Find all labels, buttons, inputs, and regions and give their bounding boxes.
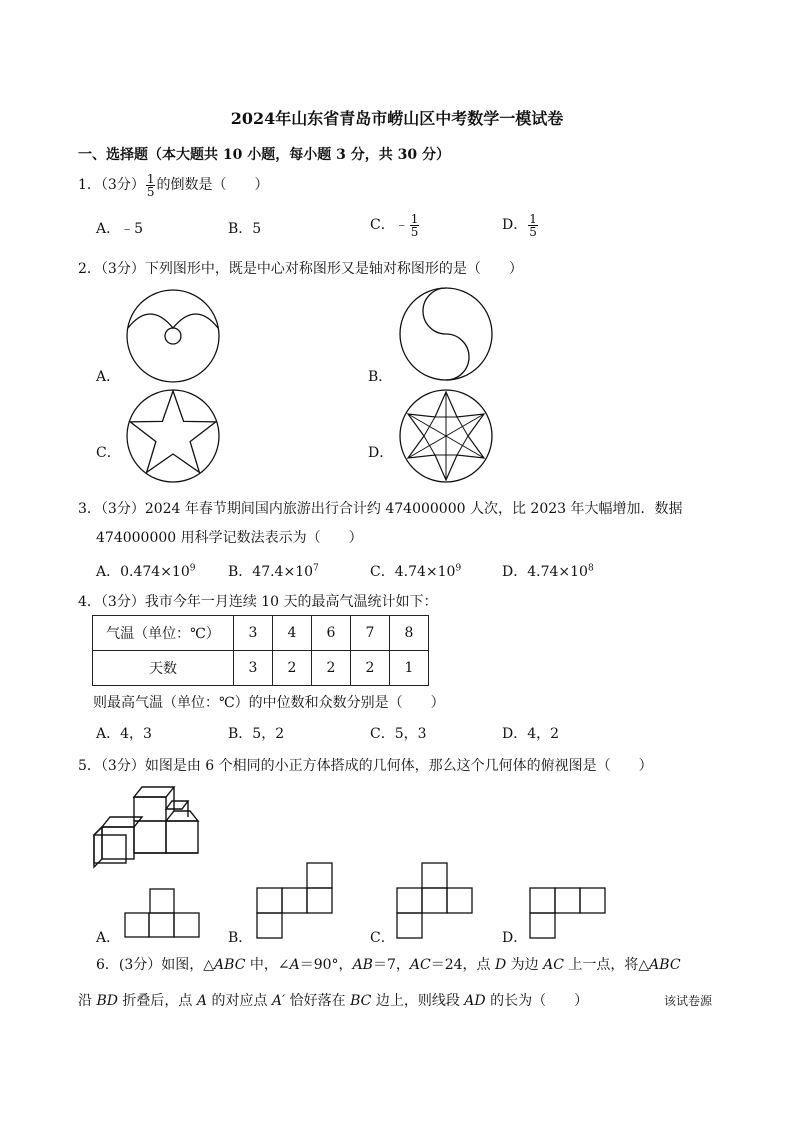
q5-option-c[interactable]: C．	[370, 930, 395, 946]
page-title: 2024年山东省青岛市崂山区中考数学一模试卷	[230, 109, 564, 128]
watermark-text: 该试卷源	[664, 994, 713, 1008]
q2-figure-c	[125, 388, 221, 484]
table-cell: 4	[273, 616, 312, 651]
q2-figure-d	[398, 388, 494, 484]
table-row	[93, 616, 429, 651]
q1-option-d[interactable]: D． $\frac{1}{5}$	[502, 211, 537, 239]
question-5-stem: 5．（3分）如图是由 6 个相同的小正方体搭成的几何体，那么这个几何体的俯视图是（ ）	[78, 758, 653, 774]
q4-option-b[interactable]: B．5，2	[228, 726, 285, 742]
q5-option-d[interactable]: D．	[502, 930, 528, 946]
table-cell: 2	[273, 651, 312, 686]
question-6-line-1: 6．(3分）如图，△ABC 中，∠A＝90°，AB＝7，AC＝24，点 D 为边 AC 上一点，将△ABC	[96, 957, 681, 973]
q4-option-c[interactable]: C．5，3	[370, 726, 427, 742]
q4-option-a[interactable]: A．4，3	[96, 726, 152, 742]
q2-option-c[interactable]: C．	[96, 445, 121, 461]
table-cell: 3	[234, 616, 273, 651]
question-1-stem: 1．（3分） $\frac{1}{5}$ 的倒数是（ ）	[78, 171, 269, 199]
table-cell: 7	[351, 616, 390, 651]
q2-option-a[interactable]: A．	[96, 369, 121, 385]
q1-option-a[interactable]: A．﹣5	[96, 221, 144, 237]
table-cell: 3	[234, 651, 273, 686]
table-cell: 6	[312, 616, 351, 651]
q3-option-d[interactable]: D．$4.74\times 10^8$	[502, 563, 594, 580]
q3-option-a[interactable]: A．$0.474\times 10^9$	[96, 563, 196, 580]
question-4-question: 则最高气温（单位：℃）的中位数和众数分别是（ ）	[93, 695, 445, 711]
table-cell: 2	[312, 651, 351, 686]
table-cell: 1	[390, 651, 429, 686]
section-heading: 一、选择题（本大题共 10 小题，每小题 3 分，共 30 分）	[78, 147, 450, 163]
question-2-stem: 2．（3分）下列图形中，既是中心对称图形又是轴对称图形的是（ ）	[78, 261, 523, 277]
question-6-line-2: 沿 BD 折叠后，点 A 的对应点 A′ 恰好落在 BC 边上，则线段 AD 的长为（ ）	[78, 993, 589, 1009]
fraction-one-fifth: $\frac{1}{5}$	[146, 171, 155, 199]
temperature-table	[92, 615, 429, 686]
table-header-cell: 气温（单位：℃）	[93, 616, 234, 651]
q1-option-b[interactable]: B．5	[228, 221, 262, 237]
q5-figure-b	[256, 862, 334, 940]
question-3-line-1: 3．（3分）2024 年春节期间国内旅游出行合计约 474000000 人次，比 2023 年大幅增加．数据	[78, 501, 683, 517]
q5-cube-solid-figure	[94, 783, 198, 863]
table-cell: 2	[351, 651, 390, 686]
table-row	[93, 651, 429, 686]
q3-option-c[interactable]: C．$4.74\times 10^9$	[370, 563, 462, 580]
q3-option-b[interactable]: B．$47.4\times 10^7$	[228, 563, 319, 580]
q5-option-b[interactable]: B．	[228, 930, 253, 946]
table-cell: 8	[390, 616, 429, 651]
q5-figure-d	[529, 887, 607, 941]
q2-figure-b	[398, 286, 494, 382]
q4-option-d[interactable]: D．4，2	[502, 726, 560, 742]
q1-option-c[interactable]: C．﹣ $\frac{1}{5}$	[370, 211, 419, 239]
question-3-line-2: 474000000 用科学记数法表示为（ ）	[96, 530, 363, 546]
q2-option-d[interactable]: D．	[368, 445, 394, 461]
q2-option-b[interactable]: B．	[368, 369, 393, 385]
q5-figure-a	[124, 888, 200, 940]
q2-figure-a	[125, 288, 221, 384]
q5-figure-c	[396, 862, 474, 940]
q5-option-a[interactable]: A．	[96, 930, 121, 946]
question-4-stem: 4．（3分）我市今年一月连续 10 天的最高气温统计如下：	[78, 594, 438, 610]
table-header-cell: 天数	[93, 651, 234, 686]
